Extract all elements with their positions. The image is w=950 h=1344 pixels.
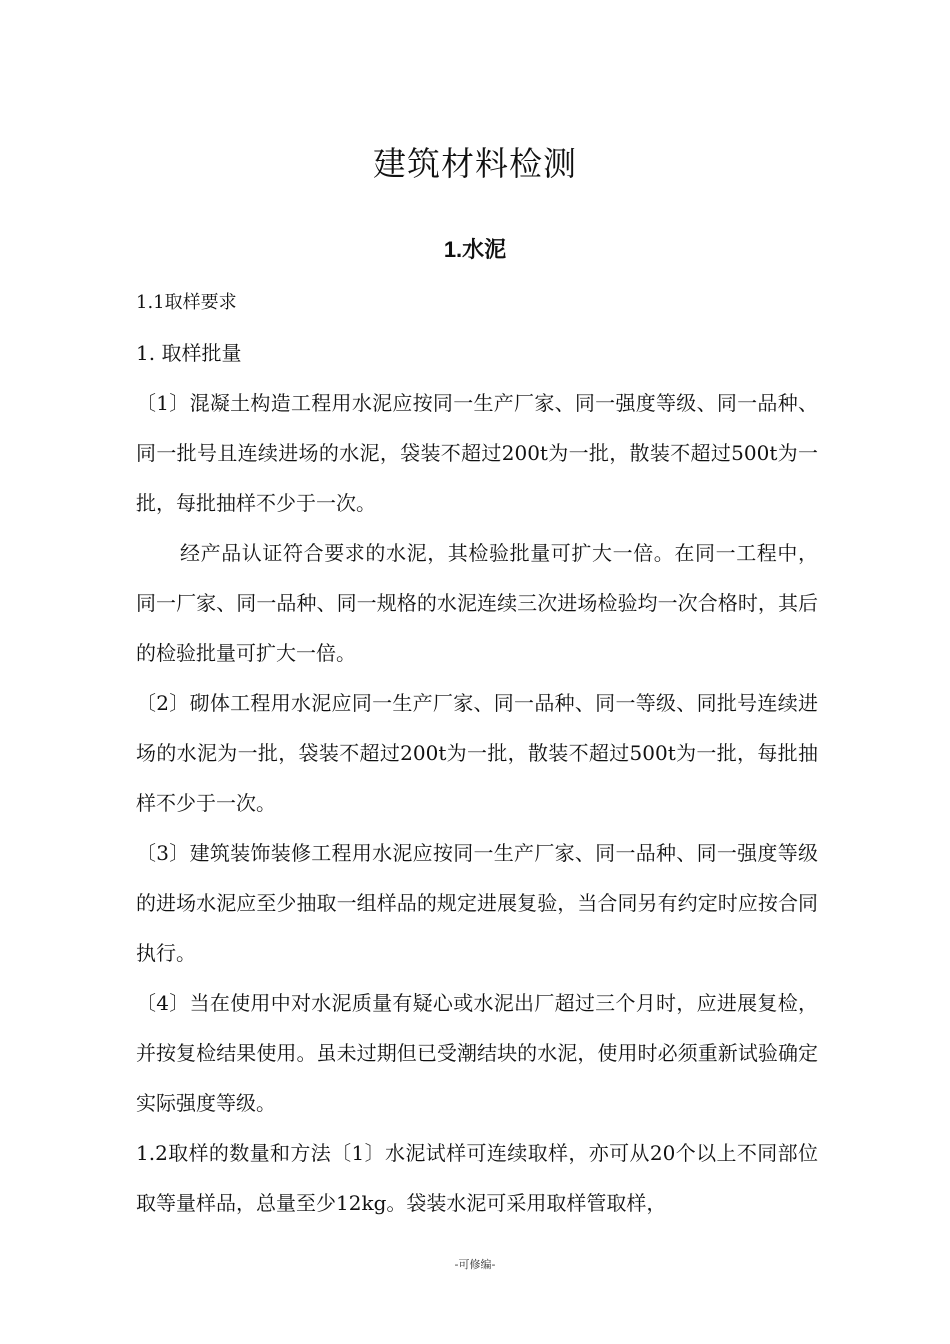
section-number: 1. [443, 237, 463, 262]
paragraph-masonry-cement: 〔2〕砌体工程用水泥应同一生产厂家、同一品种、同一等级、同批号连续进场的水泥为一批，袋装不超过200t为一批，散装不超过500t为一批，每批抽样不少于一次。 [136, 691, 818, 815]
paragraph-concrete-cement: 〔1〕混凝土构造工程用水泥应按同一生产厂家、同一强度等级、同一品种、同一批号且连续进场的水泥，袋装不超过200t为一批，散装不超过500t为一批，每批抽样不少于一次。 [136, 391, 818, 515]
paragraph-quality-doubt: 〔4〕当在使用中对水泥质量有疑心或水泥出厂超过三个月时，应进展复检，并按复检结果使用。虽未过期但已受潮结块的水泥，使用时必须重新试验确定实际强度等级。 [136, 991, 818, 1115]
item-heading-sampling-batch: 1. 取样批量 [136, 341, 242, 365]
document-body [136, 278, 818, 1228]
section-heading [0, 233, 950, 264]
document-title: 建筑材料检测 [373, 144, 577, 183]
page-footer: -可修编- [454, 1258, 496, 1271]
subsection-heading-sampling-requirements: 1.1取样要求 [136, 292, 237, 313]
section-title: 水泥 [462, 238, 507, 263]
paragraph-certified-cement: 经产品认证符合要求的水泥，其检验批量可扩大一倍。在同一工程中，同一厂家、同一品种、同一规格的水泥连续三次进场检验均一次合格时，其后的检验批量可扩大一倍。 [136, 541, 818, 665]
paragraph-sampling-quantity: 1.2取样的数量和方法〔1〕水泥试样可连续取样，亦可从20个以上不同部位取等量样品，总量至少12kg。袋装水泥可采用取样管取样， [136, 1141, 818, 1215]
paragraph-decoration-cement: 〔3〕建筑装饰装修工程用水泥应按同一生产厂家、同一品种、同一强度等级的进场水泥应至少抽取一组样品的规定进展复验，当合同另有约定时应按合同执行。 [136, 841, 818, 965]
